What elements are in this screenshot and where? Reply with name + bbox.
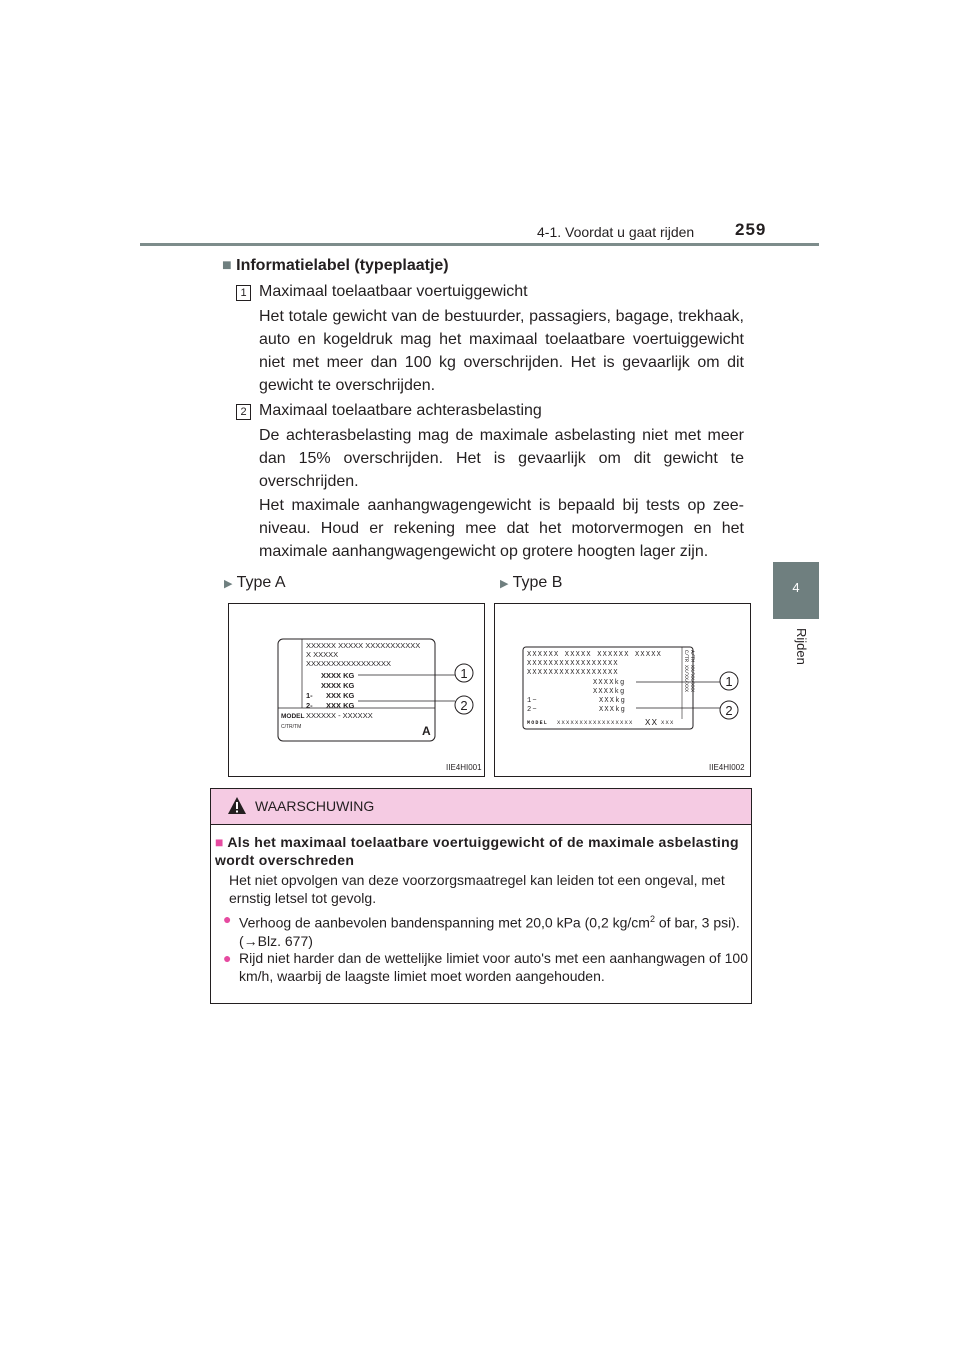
type-a-label-drawing (229, 604, 484, 776)
heading-text: Informatielabel (typeplaatje) (236, 257, 449, 274)
type-b-line-5: XXXXkg (593, 688, 626, 696)
item1-number (236, 283, 251, 301)
type-a-small-marks: C/TR/TM (281, 724, 302, 730)
heading-marker: ■ (222, 257, 232, 274)
type-a-line-6: XXX KG (326, 691, 355, 700)
item2-number (236, 402, 251, 420)
type-b-callout-2: 2 (725, 703, 733, 718)
section-heading (222, 254, 449, 277)
type-b-model-label: MODEL (527, 720, 549, 726)
type-b-model-xx: XX (645, 718, 659, 728)
figure-type-b (494, 603, 751, 777)
type-a-callout-2: 2 (460, 698, 468, 713)
warning-triangle-icon (227, 796, 247, 815)
item1-heading: Maximaal toelaatbaar voertuiggewicht (259, 283, 528, 300)
type-a-prefix-1: 1- (306, 691, 313, 700)
type-a-label (224, 571, 286, 596)
header-rule (140, 243, 819, 246)
item2-heading: Maximaal toelaatbare achterasbelasting (259, 402, 542, 419)
section-title: 4-1. Voordat u gaat rijden (537, 224, 695, 240)
type-b-line-3: XXXXXXXXXXXXXXXXX (527, 669, 619, 677)
type-b-line-1: XXXXXX XXXXX XXXXXX XXXXX (527, 651, 663, 659)
type-b-line-4: XXXXkg (593, 679, 626, 687)
type-b-model-tail: XXX (661, 719, 675, 726)
type-b-label (500, 571, 562, 596)
type-a-line-5: XXXX KG (321, 681, 355, 690)
warning-bullet-1 (223, 910, 748, 950)
type-a-model-label: MODEL (281, 713, 305, 720)
type-b-line-6: XXXkg (599, 697, 627, 705)
triangle-right-icon: ▶ (500, 578, 509, 590)
warning-header (211, 789, 751, 825)
bullet-icon: ● (223, 911, 232, 927)
item2-number-box: 2 (236, 404, 251, 420)
type-a-prefix-2: 2- (306, 701, 313, 710)
bullet-1-part-b: of bar, 3 psi). (→Blz. 677) (239, 914, 740, 949)
type-b-prefix-1: 1− (527, 697, 538, 705)
item2-text2: Het maximale aanhangwagengewicht is bepaald bij tests op zeeniveau. Houd er rekening mee dat het motorvermogen en het maximale aanhangwagengewicht op grotere hoogten lager zijn. (259, 497, 744, 560)
warning-subheading-text: Als het maximaal toelaatbare voertuiggewicht of de maximale asbelasting wordt overschreden (215, 834, 739, 868)
bullet-1-part-a: Verhoog de aanbevolen bandenspanning met 20,0 kPa (0,2 kg/cm (239, 914, 650, 931)
page-number: 259 (735, 220, 767, 239)
type-b-line-2: XXXXXXXXXXXXXXXXX (527, 660, 619, 668)
type-a-line-2: X XXXXX (306, 650, 339, 659)
item1-text: Het totale gewicht van de bestuurder, passagiers, bagage, trekhaak, auto en kogeldruk mag het maximaal toelaatbare voertuiggewicht niet met meer dan 100 kg overschrijden. Het is gevaarlijk om dit gewicht te overschrijden. (259, 308, 744, 394)
bullet-icon: ● (223, 950, 232, 966)
type-b-figure-code: IIE4HI002 (709, 763, 745, 772)
chapter-number: 4 (792, 580, 800, 595)
warning-box (210, 788, 752, 1004)
type-a-model-value: XXXXXX - XXXXXX (306, 711, 373, 720)
type-a-line-1: XXXXXX XXXXX XXXXXXXXXXX (306, 641, 421, 650)
item2-text1: De achterasbelasting mag de maximale asbelasting niet met meer dan 15% overschrijden. Het is gevaarlijk om dit gewicht te overschrijden. (259, 427, 744, 490)
type-b-label-drawing (495, 604, 750, 776)
type-a-label-text: Type A (236, 574, 286, 591)
warning-heading: WAARSCHUWING (255, 798, 375, 814)
type-b-prefix-2: 2− (527, 706, 538, 714)
warning-sub-marker: ■ (215, 834, 224, 850)
type-a-figure-code: IIE4HI001 (446, 763, 482, 772)
warning-subheading (215, 833, 745, 869)
type-a-callout-1: 1 (460, 666, 468, 681)
type-b-vertical-text-2: A/TM XX/XX/XXX (689, 650, 695, 693)
warning-intro: Het niet opvolgen van deze voorzorgsmaatregel kan leiden tot een ongeval, met ernstig letsel tot gevolg. (229, 872, 725, 906)
figure-type-a (228, 603, 485, 777)
chapter-label-text: Rijden (794, 628, 809, 665)
type-a-line-3: XXXXXXXXXXXXXXXXX (306, 659, 392, 668)
type-a-line-7: XXX KG (326, 701, 355, 710)
chapter-label (781, 628, 811, 688)
triangle-right-icon: ▶ (224, 578, 233, 590)
type-a-line-4: XXXX KG (321, 671, 355, 680)
warning-bullet-2 (223, 949, 748, 985)
chapter-tab (773, 562, 819, 619)
warning-bullet-1-text (239, 910, 748, 950)
type-b-vertical-text-1: C/TR XX/XX/XXX (683, 650, 689, 693)
type-b-line-7: XXXkg (599, 706, 627, 714)
type-b-label-text: Type B (512, 574, 563, 591)
type-b-model-value: XXXXXXXXXXXXXXXXX (557, 719, 634, 726)
warning-bullet-2-text: Rijd niet harder dan de wettelijke limiet voor auto's met een aanhangwagen of 100 km/h, waarbij de laagste limiet moet worden aangehouden. (239, 950, 748, 984)
type-b-callout-1: 1 (725, 674, 733, 689)
item1-number-box: 1 (236, 285, 251, 301)
bullet-1-superscript: 2 (649, 914, 655, 924)
type-a-corner-letter: A (422, 724, 431, 738)
